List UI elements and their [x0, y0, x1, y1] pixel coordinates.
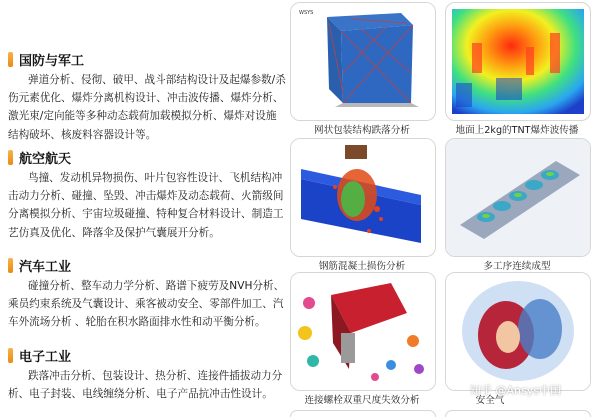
section-body: 碰撞分析、整车动力学分析、路谱下疲劳及NVH分析、乘员约束系统及气囊设计、乘客被动安全、零部件加工、汽车外流场分析 、轮胎在积水路面排水性和动平衡分析。 [8, 280, 285, 329]
section-title: 国防与军工 [19, 53, 85, 69]
airbag-image [446, 273, 590, 390]
section-defense [8, 50, 286, 144]
section-marker-icon [8, 258, 13, 273]
figure-bolt-failure [290, 272, 436, 391]
section-automotive [8, 256, 286, 332]
section-title: 汽车工业 [19, 259, 72, 275]
left-text-column [0, 0, 290, 416]
figure-grid [290, 0, 600, 416]
section-marker-icon [8, 52, 13, 67]
figure-caption: 多工序连续成型 [483, 261, 551, 272]
figure-multistep-forming [445, 138, 591, 257]
section-body: 鸟撞、发动机异物损伤、叶片包容性设计、飞机结构冲击动力分析、碰撞、坠毁、冲击爆炸及动态载荷、火箭级间分离模拟分析、宇宙垃圾碰撞、特种复合材料设计、制造工艺仿真及优化、降落伞及保护气囊展开分析。 [8, 172, 284, 239]
figure-tnt-blast [445, 2, 591, 121]
section-aerospace [8, 148, 286, 242]
figure-caption: 安全气 [475, 395, 505, 406]
figure-mesh-packaging [290, 2, 436, 121]
figure-caption: 连接螺栓双重尺度失效分析 [304, 395, 420, 406]
section-marker-icon [8, 348, 13, 363]
figure-caption: 网状包装结构跌落分析 [314, 125, 410, 136]
section-title: 电子工业 [19, 349, 72, 365]
section-marker-icon [8, 150, 13, 165]
blast-heatmap-image [446, 3, 590, 120]
figure-caption: 地面上2kg的TNT爆炸波传播 [455, 125, 579, 136]
figure-caption: 钢筋混凝土损伤分析 [318, 261, 406, 272]
section-electronics [8, 346, 286, 403]
figure-label: WSYS [299, 10, 314, 16]
figure-concrete-damage [290, 138, 436, 257]
concrete-beam-image [291, 139, 435, 256]
figure-airbag [445, 272, 591, 391]
section-body: 弹道分析、侵彻、破甲、战斗部结构设计及起爆参数/杀伤元素优化、爆炸分离机构设计、冲击波传播、爆炸分析、激光束/定向能等多种动态载荷加载模拟分析、爆炸对设施结构破坏、核废料容器设计等。 [8, 74, 286, 141]
bolt-failure-image [291, 273, 435, 390]
section-title: 航空航天 [19, 151, 72, 167]
mesh-box-image [291, 3, 435, 120]
section-body: 跌落冲击分析、包装设计、热分析、连接件插拔动力分析、电子封装、电线缠绕分析、电子产品抗冲击性设计。 [8, 370, 283, 401]
watermark: 知乎 @Ansys中国 [470, 384, 561, 397]
forming-strip-image [446, 139, 590, 256]
